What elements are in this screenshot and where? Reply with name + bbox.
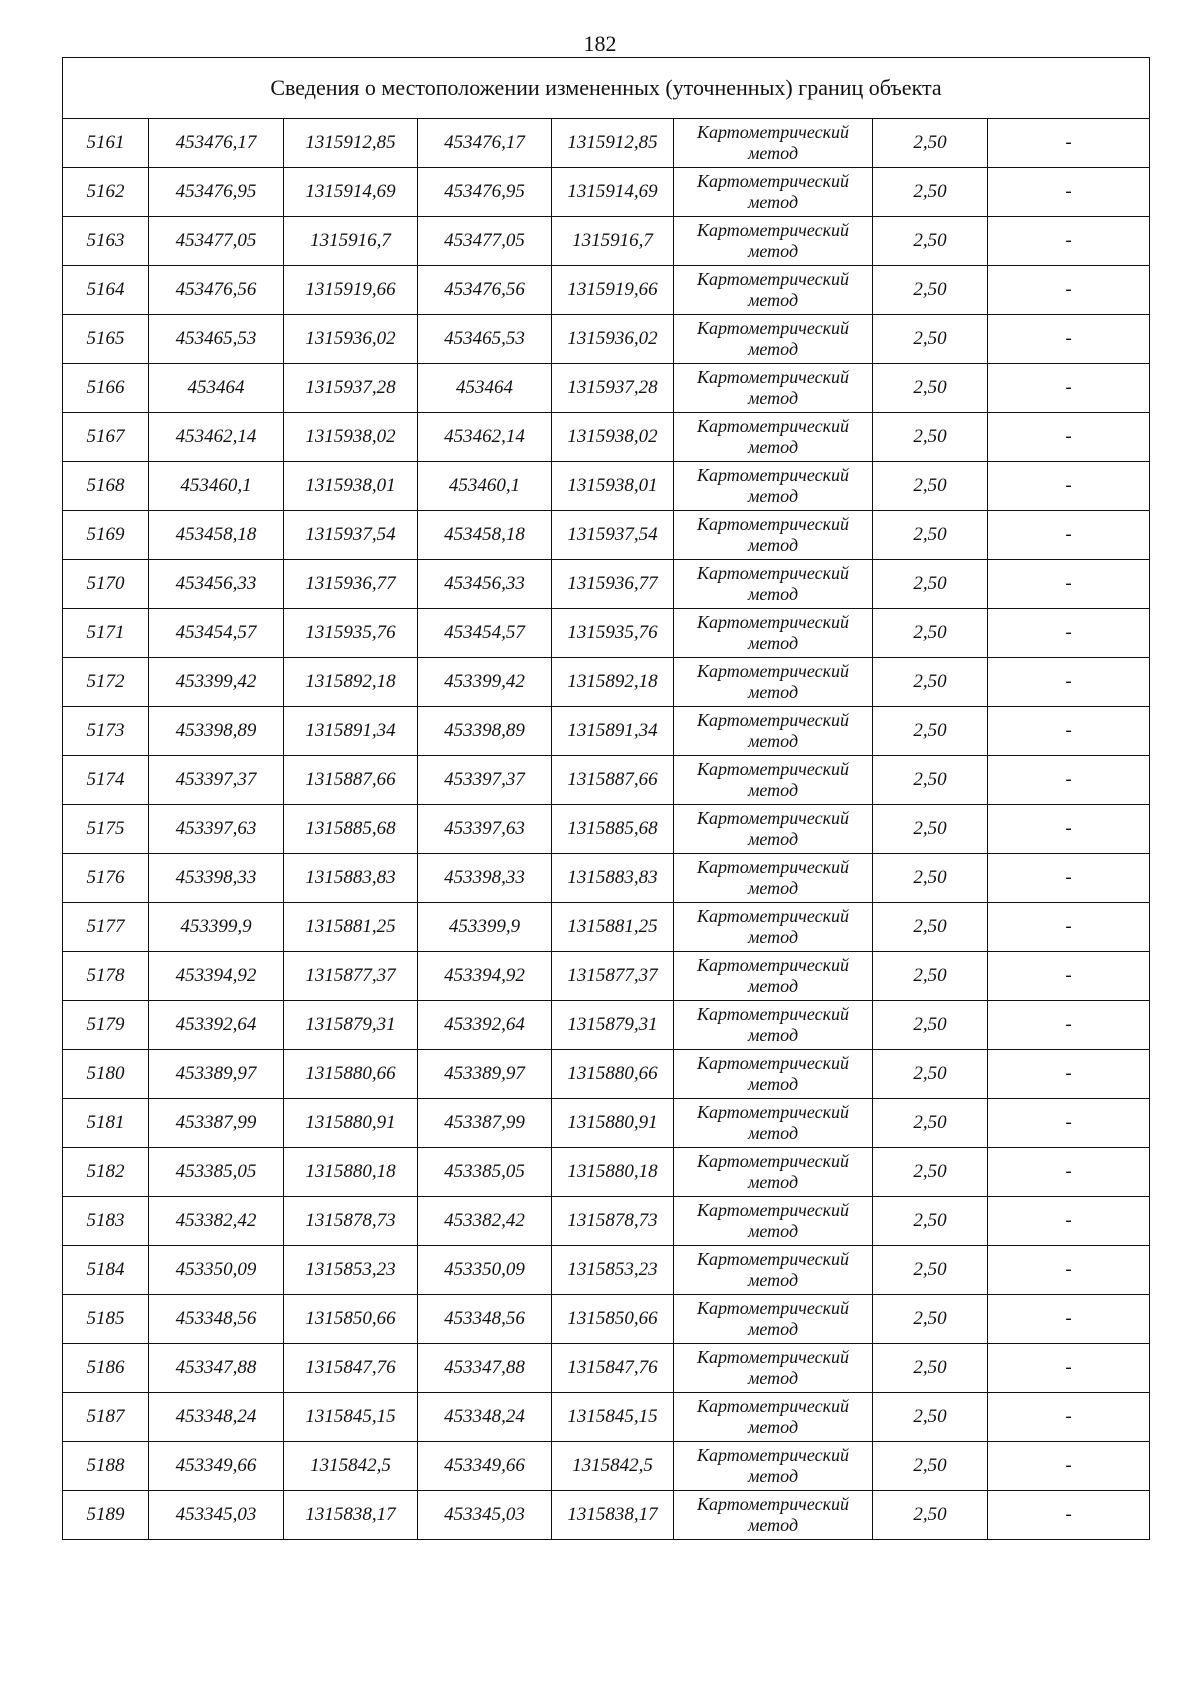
cell-y-new: 1315885,68 [552,805,674,854]
cell-y-existing: 1315936,77 [284,560,418,609]
cell-accuracy: 2,50 [873,1099,988,1148]
cell-y-existing: 1315842,5 [284,1442,418,1491]
cell-y-existing: 1315935,76 [284,609,418,658]
cell-y-new: 1315914,69 [552,168,674,217]
cell-accuracy: 2,50 [873,756,988,805]
cell-y-new: 1315936,02 [552,315,674,364]
table-row [63,217,1150,266]
cell-x-existing: 453387,99 [149,1099,284,1148]
cell-x-existing: 453456,33 [149,560,284,609]
table-row [63,1491,1150,1540]
cell-y-new: 1315936,77 [552,560,674,609]
table-title-row [63,58,1150,119]
cell-x-new: 453476,56 [418,266,552,315]
cell-x-new: 453382,42 [418,1197,552,1246]
cell-description: - [988,266,1150,315]
table-row [63,1393,1150,1442]
table-row [63,364,1150,413]
cell-y-new: 1315878,73 [552,1197,674,1246]
cell-description: - [988,1001,1150,1050]
cell-x-new: 453350,09 [418,1246,552,1295]
cell-determination-method: Картометрический метод [674,756,873,805]
cell-x-new: 453348,56 [418,1295,552,1344]
cell-point-number: 5163 [63,217,149,266]
table-body [63,58,1150,1540]
table-row [63,903,1150,952]
cell-determination-method: Картометрический метод [674,609,873,658]
table-row [63,854,1150,903]
cell-determination-method: Картометрический метод [674,805,873,854]
cell-determination-method: Картометрический метод [674,1442,873,1491]
cell-x-new: 453477,05 [418,217,552,266]
cell-y-new: 1315880,91 [552,1099,674,1148]
cell-x-existing: 453398,89 [149,707,284,756]
cell-accuracy: 2,50 [873,119,988,168]
table-row [63,511,1150,560]
table-row [63,462,1150,511]
cell-y-existing: 1315878,73 [284,1197,418,1246]
cell-point-number: 5188 [63,1442,149,1491]
cell-x-new: 453398,33 [418,854,552,903]
cell-y-existing: 1315845,15 [284,1393,418,1442]
cell-point-number: 5175 [63,805,149,854]
cell-description: - [988,952,1150,1001]
table-row [63,756,1150,805]
cell-determination-method: Картометрический метод [674,217,873,266]
cell-determination-method: Картометрический метод [674,1001,873,1050]
cell-accuracy: 2,50 [873,168,988,217]
cell-x-new: 453345,03 [418,1491,552,1540]
cell-x-new: 453456,33 [418,560,552,609]
cell-y-new: 1315883,83 [552,854,674,903]
cell-point-number: 5172 [63,658,149,707]
cell-description: - [988,805,1150,854]
table-row [63,1197,1150,1246]
cell-description: - [988,1197,1150,1246]
cell-determination-method: Картометрический метод [674,119,873,168]
cell-determination-method: Картометрический метод [674,1246,873,1295]
cell-x-existing: 453476,17 [149,119,284,168]
cell-point-number: 5181 [63,1099,149,1148]
cell-description: - [988,658,1150,707]
cell-y-existing: 1315879,31 [284,1001,418,1050]
cell-accuracy: 2,50 [873,1442,988,1491]
table-row [63,1246,1150,1295]
cell-point-number: 5162 [63,168,149,217]
cell-determination-method: Картометрический метод [674,1148,873,1197]
cell-y-existing: 1315880,66 [284,1050,418,1099]
cell-y-existing: 1315877,37 [284,952,418,1001]
cell-x-existing: 453347,88 [149,1344,284,1393]
cell-accuracy: 2,50 [873,315,988,364]
cell-x-existing: 453462,14 [149,413,284,462]
cell-x-existing: 453345,03 [149,1491,284,1540]
cell-description: - [988,1344,1150,1393]
cell-x-new: 453454,57 [418,609,552,658]
cell-point-number: 5169 [63,511,149,560]
cell-determination-method: Картометрический метод [674,511,873,560]
cell-y-new: 1315838,17 [552,1491,674,1540]
cell-x-existing: 453458,18 [149,511,284,560]
cell-determination-method: Картометрический метод [674,560,873,609]
cell-description: - [988,1050,1150,1099]
cell-y-new: 1315881,25 [552,903,674,952]
cell-x-new: 453387,99 [418,1099,552,1148]
cell-y-existing: 1315881,25 [284,903,418,952]
cell-y-existing: 1315919,66 [284,266,418,315]
cell-point-number: 5170 [63,560,149,609]
cell-x-new: 453462,14 [418,413,552,462]
cell-description: - [988,609,1150,658]
cell-description: - [988,217,1150,266]
cell-description: - [988,119,1150,168]
cell-description: - [988,315,1150,364]
table-row [63,1099,1150,1148]
cell-accuracy: 2,50 [873,1295,988,1344]
cell-y-new: 1315892,18 [552,658,674,707]
cell-y-existing: 1315850,66 [284,1295,418,1344]
cell-description: - [988,364,1150,413]
table-row [63,952,1150,1001]
cell-description: - [988,1246,1150,1295]
cell-description: - [988,168,1150,217]
cell-accuracy: 2,50 [873,1001,988,1050]
cell-accuracy: 2,50 [873,805,988,854]
cell-point-number: 5187 [63,1393,149,1442]
table-title: Сведения о местоположении измененных (уточненных) границ объекта [63,58,1150,119]
cell-point-number: 5177 [63,903,149,952]
cell-point-number: 5189 [63,1491,149,1540]
cell-description: - [988,511,1150,560]
cell-determination-method: Картометрический метод [674,854,873,903]
cell-determination-method: Картометрический метод [674,1295,873,1344]
cell-x-existing: 453476,95 [149,168,284,217]
cell-point-number: 5174 [63,756,149,805]
cell-x-existing: 453397,37 [149,756,284,805]
cell-y-new: 1315842,5 [552,1442,674,1491]
table-row [63,168,1150,217]
cell-x-existing: 453348,24 [149,1393,284,1442]
cell-accuracy: 2,50 [873,1344,988,1393]
cell-description: - [988,707,1150,756]
table-row [63,1050,1150,1099]
cell-accuracy: 2,50 [873,1393,988,1442]
cell-x-new: 453399,9 [418,903,552,952]
table-row [63,805,1150,854]
cell-determination-method: Картометрический метод [674,1344,873,1393]
cell-determination-method: Картометрический метод [674,413,873,462]
table-row [63,266,1150,315]
cell-y-new: 1315845,15 [552,1393,674,1442]
cell-y-new: 1315912,85 [552,119,674,168]
cell-determination-method: Картометрический метод [674,903,873,952]
cell-determination-method: Картометрический метод [674,266,873,315]
cell-accuracy: 2,50 [873,1491,988,1540]
cell-accuracy: 2,50 [873,560,988,609]
cell-y-new: 1315847,76 [552,1344,674,1393]
cell-determination-method: Картометрический метод [674,707,873,756]
cell-y-existing: 1315838,17 [284,1491,418,1540]
cell-y-existing: 1315880,18 [284,1148,418,1197]
cell-point-number: 5173 [63,707,149,756]
cell-x-existing: 453460,1 [149,462,284,511]
cell-y-existing: 1315880,91 [284,1099,418,1148]
cell-description: - [988,413,1150,462]
cell-y-new: 1315850,66 [552,1295,674,1344]
cell-y-existing: 1315885,68 [284,805,418,854]
cell-description: - [988,854,1150,903]
cell-y-existing: 1315937,28 [284,364,418,413]
cell-x-existing: 453454,57 [149,609,284,658]
cell-x-existing: 453349,66 [149,1442,284,1491]
cell-x-existing: 453464 [149,364,284,413]
cell-x-new: 453394,92 [418,952,552,1001]
cell-description: - [988,1099,1150,1148]
cell-accuracy: 2,50 [873,1246,988,1295]
cell-point-number: 5164 [63,266,149,315]
cell-y-new: 1315937,54 [552,511,674,560]
cell-y-new: 1315919,66 [552,266,674,315]
cell-description: - [988,903,1150,952]
table-row [63,658,1150,707]
cell-accuracy: 2,50 [873,413,988,462]
cell-determination-method: Картометрический метод [674,1393,873,1442]
cell-x-new: 453397,37 [418,756,552,805]
cell-accuracy: 2,50 [873,1148,988,1197]
table-row [63,1001,1150,1050]
cell-x-existing: 453397,63 [149,805,284,854]
table-row [63,1442,1150,1491]
cell-point-number: 5184 [63,1246,149,1295]
cell-x-new: 453392,64 [418,1001,552,1050]
cell-point-number: 5165 [63,315,149,364]
cell-x-new: 453465,53 [418,315,552,364]
cell-y-new: 1315879,31 [552,1001,674,1050]
table-row [63,1344,1150,1393]
cell-x-new: 453460,1 [418,462,552,511]
cell-y-new: 1315853,23 [552,1246,674,1295]
cell-y-existing: 1315937,54 [284,511,418,560]
cell-determination-method: Картометрический метод [674,1491,873,1540]
cell-x-new: 453476,17 [418,119,552,168]
cell-accuracy: 2,50 [873,854,988,903]
cell-description: - [988,1148,1150,1197]
cell-x-new: 453349,66 [418,1442,552,1491]
cell-x-new: 453464 [418,364,552,413]
cell-x-existing: 453476,56 [149,266,284,315]
cell-x-existing: 453392,64 [149,1001,284,1050]
cell-y-new: 1315938,01 [552,462,674,511]
cell-determination-method: Картометрический метод [674,315,873,364]
cell-point-number: 5167 [63,413,149,462]
cell-x-new: 453458,18 [418,511,552,560]
cell-y-new: 1315877,37 [552,952,674,1001]
cell-y-existing: 1315853,23 [284,1246,418,1295]
cell-accuracy: 2,50 [873,1197,988,1246]
cell-x-existing: 453477,05 [149,217,284,266]
boundary-coordinates-table [62,57,1150,1540]
cell-y-new: 1315938,02 [552,413,674,462]
cell-point-number: 5178 [63,952,149,1001]
cell-accuracy: 2,50 [873,462,988,511]
cell-x-new: 453385,05 [418,1148,552,1197]
cell-determination-method: Картометрический метод [674,1050,873,1099]
cell-x-new: 453398,89 [418,707,552,756]
cell-determination-method: Картометрический метод [674,1197,873,1246]
table-row [63,707,1150,756]
cell-y-existing: 1315847,76 [284,1344,418,1393]
cell-y-new: 1315891,34 [552,707,674,756]
cell-x-existing: 453350,09 [149,1246,284,1295]
cell-description: - [988,1442,1150,1491]
cell-description: - [988,1491,1150,1540]
cell-accuracy: 2,50 [873,658,988,707]
table-row [63,315,1150,364]
table-row [63,1295,1150,1344]
cell-x-existing: 453385,05 [149,1148,284,1197]
cell-x-existing: 453348,56 [149,1295,284,1344]
cell-accuracy: 2,50 [873,1050,988,1099]
table-row [63,413,1150,462]
table-row [63,560,1150,609]
cell-determination-method: Картометрический метод [674,658,873,707]
cell-accuracy: 2,50 [873,364,988,413]
cell-accuracy: 2,50 [873,511,988,560]
cell-accuracy: 2,50 [873,952,988,1001]
cell-x-existing: 453398,33 [149,854,284,903]
cell-x-existing: 453399,9 [149,903,284,952]
cell-description: - [988,560,1150,609]
cell-y-existing: 1315938,02 [284,413,418,462]
cell-y-existing: 1315892,18 [284,658,418,707]
cell-description: - [988,756,1150,805]
cell-y-new: 1315880,18 [552,1148,674,1197]
cell-accuracy: 2,50 [873,903,988,952]
cell-point-number: 5166 [63,364,149,413]
cell-determination-method: Картометрический метод [674,952,873,1001]
cell-point-number: 5183 [63,1197,149,1246]
cell-accuracy: 2,50 [873,266,988,315]
cell-y-new: 1315916,7 [552,217,674,266]
cell-x-new: 453347,88 [418,1344,552,1393]
cell-point-number: 5182 [63,1148,149,1197]
table-row [63,1148,1150,1197]
table-row [63,119,1150,168]
table-row [63,609,1150,658]
cell-determination-method: Картометрический метод [674,364,873,413]
cell-x-new: 453397,63 [418,805,552,854]
cell-description: - [988,1295,1150,1344]
page-number: 182 [583,31,617,56]
cell-point-number: 5186 [63,1344,149,1393]
cell-y-new: 1315935,76 [552,609,674,658]
cell-x-existing: 453399,42 [149,658,284,707]
cell-accuracy: 2,50 [873,217,988,266]
cell-point-number: 5171 [63,609,149,658]
cell-x-existing: 453465,53 [149,315,284,364]
cell-x-new: 453399,42 [418,658,552,707]
cell-y-existing: 1315936,02 [284,315,418,364]
cell-point-number: 5161 [63,119,149,168]
cell-accuracy: 2,50 [873,609,988,658]
cell-y-new: 1315937,28 [552,364,674,413]
cell-x-existing: 453382,42 [149,1197,284,1246]
cell-point-number: 5185 [63,1295,149,1344]
cell-y-existing: 1315938,01 [284,462,418,511]
cell-x-existing: 453394,92 [149,952,284,1001]
cell-y-new: 1315887,66 [552,756,674,805]
cell-point-number: 5180 [63,1050,149,1099]
cell-point-number: 5168 [63,462,149,511]
cell-accuracy: 2,50 [873,707,988,756]
cell-x-new: 453476,95 [418,168,552,217]
cell-y-existing: 1315883,83 [284,854,418,903]
cell-determination-method: Картометрический метод [674,1099,873,1148]
cell-y-existing: 1315916,7 [284,217,418,266]
cell-point-number: 5176 [63,854,149,903]
cell-y-existing: 1315891,34 [284,707,418,756]
cell-y-existing: 1315912,85 [284,119,418,168]
cell-x-new: 453348,24 [418,1393,552,1442]
cell-point-number: 5179 [63,1001,149,1050]
cell-description: - [988,1393,1150,1442]
cell-y-new: 1315880,66 [552,1050,674,1099]
cell-y-existing: 1315887,66 [284,756,418,805]
cell-y-existing: 1315914,69 [284,168,418,217]
cell-x-existing: 453389,97 [149,1050,284,1099]
cell-x-new: 453389,97 [418,1050,552,1099]
cell-description: - [988,462,1150,511]
cell-determination-method: Картометрический метод [674,462,873,511]
cell-determination-method: Картометрический метод [674,168,873,217]
